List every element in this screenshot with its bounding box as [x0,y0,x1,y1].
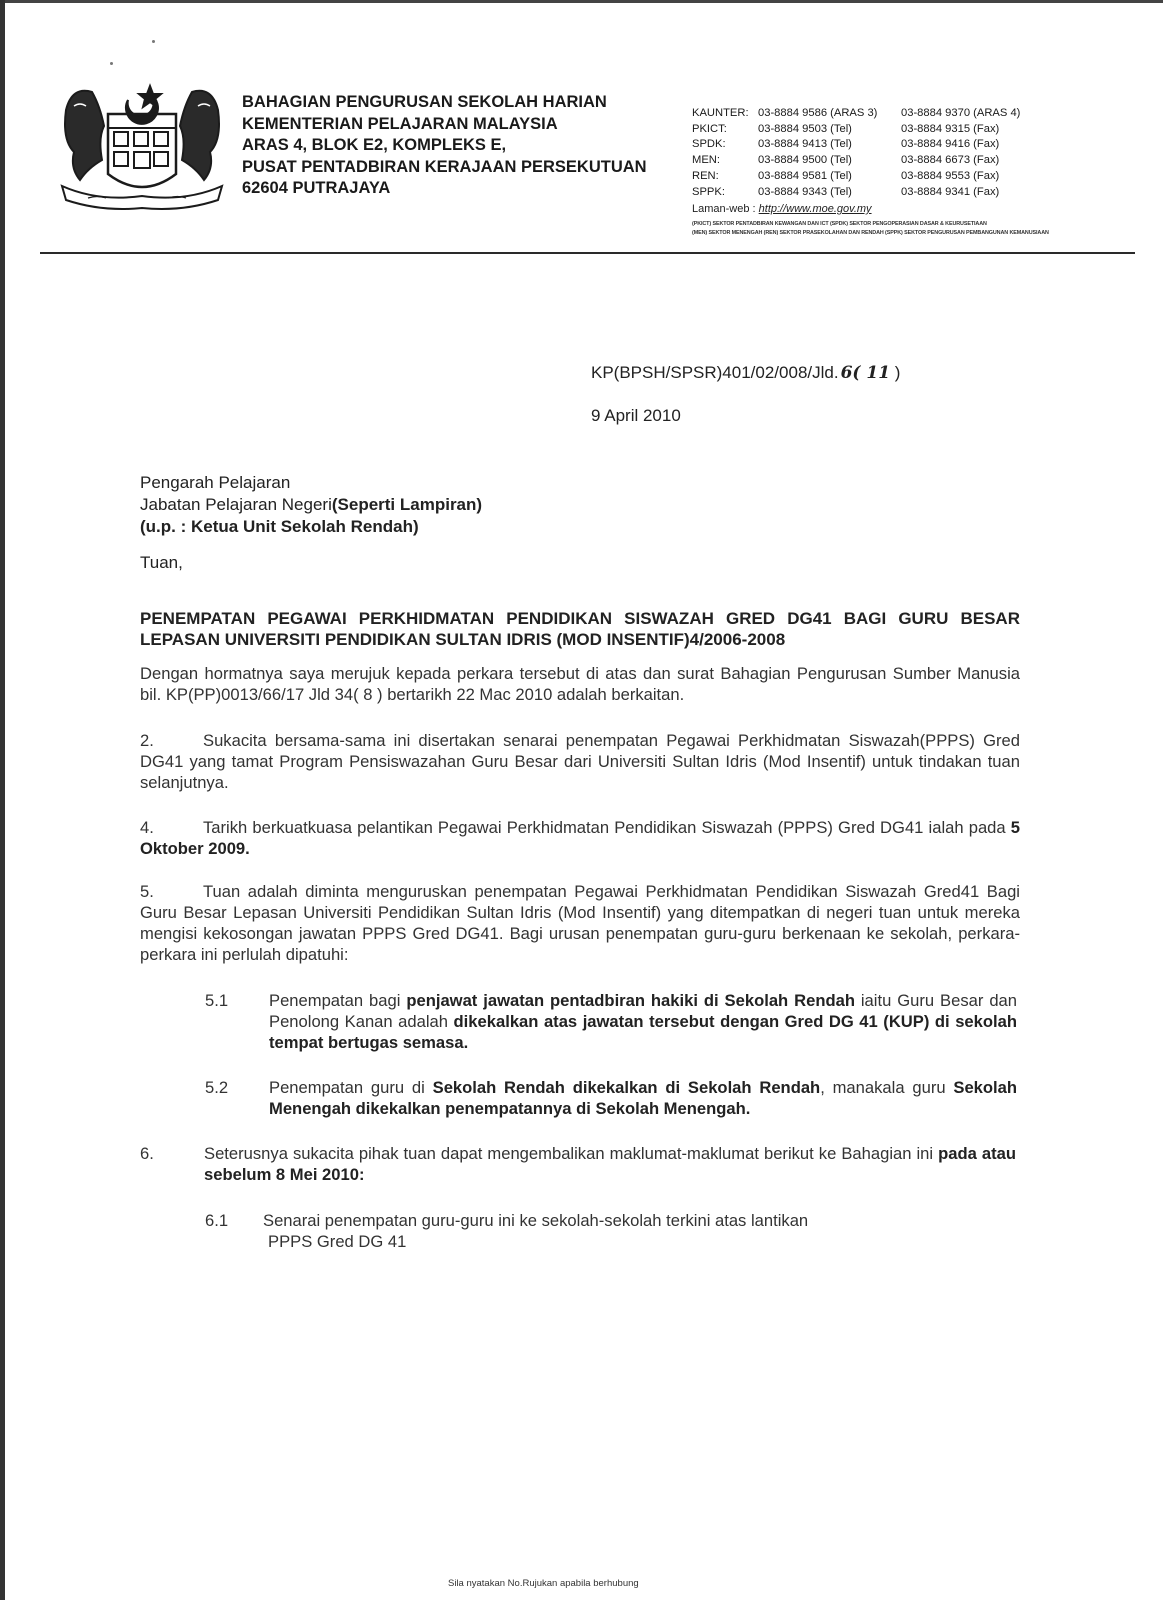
text-line: PPPS Gred DG 41 [268,1232,407,1251]
contact-fax: 03-8884 9553 (Fax) [901,169,1000,182]
paragraph-number: 5. [140,882,154,901]
paragraph-number: 4. [140,818,154,837]
contact-fax: 03-8884 9341 (Fax) [901,185,1000,198]
org-line: ARAS 4, BLOK E2, KOMPLEKS E, [242,136,507,154]
addressee-line [140,494,482,516]
scan-speck [152,40,155,43]
addressee-line: Pengarah Pelajaran [140,473,291,492]
contact-label: MEN: [692,154,720,167]
paragraph-2 [140,730,1020,793]
letter-subject: PENEMPATAN PEGAWAI PERKHIDMATAN PENDIDIKAN SISWAZAH GRED DG41 BAGI GURU BESAR LEPASAN UNIVERSITI PENDIDIKAN SULTAN IDRIS (MOD INSENTIF)4/2006-2008 [140,609,1020,649]
footer-note: Sila nyatakan No.Rujukan apabila berhubung [448,1578,639,1589]
paragraph-text: Tarikh berkuatkuasa pelantikan Pegawai Perkhidmatan Pendidikan Siswazah (PPPS) Gred DG41 ialah pada [203,818,1011,837]
text-run: iaitu Guru Besar dan Penolong Kanan adalah [269,991,1017,1031]
subparagraph-number: 5.1 [205,991,229,1010]
contact-fax: 03-8884 9315 (Fax) [901,122,1000,135]
salutation: Tuan, [140,553,183,572]
paragraph-number: 2. [140,731,154,750]
subparagraph-number: 6.1 [205,1211,229,1230]
contact-tel: 03-8884 9503 (Tel) [758,122,852,135]
addressee-dept: Jabatan Pelajaran Negeri [140,495,332,514]
scan-top-edge [0,0,1163,3]
text-run: Seterusnya sukacita pihak tuan dapat mengembalikan maklumat-maklumat berikut ke Bahagian ini [204,1144,939,1163]
reference-number [591,363,900,383]
scan-speck [110,62,113,65]
contact-row [692,169,1020,185]
website-label: Laman-web : [692,203,756,215]
reference-text: KP(BPSH/SPSR)401/02/008/Jld. [591,363,839,382]
contact-row [692,137,1020,153]
contact-fax: 03-8884 9370 (ARAS 4) [901,107,1021,119]
addressee-attention: (u.p. : Ketua Unit Sekolah Rendah) [140,517,419,536]
org-line: BAHAGIAN PENGURUSAN SEKOLAH HARIAN [242,93,607,111]
org-line: 62604 PUTRAJAYA [242,179,391,197]
scan-left-edge [0,0,5,1600]
abbrev-line: (MEN) SEKTOR MENENGAH (REN) SEKTOR PRASEKOLAHAN DAN RENDAH (SPPK) SEKTOR PENGURUSAN PEMBANGUNAN KEMANUSIAAN [692,229,1049,236]
letter-date: 9 April 2010 [591,406,681,425]
website-link[interactable]: http://www.moe.gov.my [758,203,872,215]
subparagraph-text [263,1210,1011,1252]
contact-label: SPDK: [692,138,726,151]
subparagraph-text [269,1077,1017,1119]
paragraph-number: 6. [140,1144,154,1163]
contact-label: SPPK: [692,185,725,198]
website [692,203,872,215]
paragraph-bold: 5 Oktober 2009. [140,818,1020,858]
text-run: Penempatan guru di [269,1078,433,1097]
addressee-block [140,472,482,538]
subparagraph-number: 5.2 [205,1078,229,1097]
addressee-note: (Seperti Lampiran) [331,495,483,514]
subparagraph-text [269,990,1017,1053]
text-bold: Sekolah Menengah dikekalkan penempatannya di Sekolah Menengah. [269,1078,1018,1118]
paragraph-text [204,1143,1016,1185]
text-run: , manakala guru [820,1078,954,1097]
contact-fax: 03-8884 6673 (Fax) [901,154,1000,167]
intro-paragraph: Dengan hormatnya saya merujuk kepada perkara tersebut di atas dan surat Bahagian Pengurusan Sumber Manusia bil. KP(PP)0013/66/17 Jld 34( 8 ) bertarikh 22 Mac 2010 adalah berkaitan. [140,664,1020,704]
reference-handwritten: 6( 11 [840,363,891,383]
paragraph-text: Sukacita bersama-sama ini disertakan senarai penempatan Pegawai Perkhidmatan Siswazah(PPPS) Gred DG41 yang tamat Program Pensiswazahan Guru Besar dari Universiti Sultan Idris (Mod Insentif) untuk tindakan tuan selanjutnya. [140,731,1020,792]
contact-label: PKICT: [692,122,727,135]
contact-label: KAUNTER: [692,107,749,119]
abbrev-line: (PKICT) SEKTOR PENTADBIRAN KEWANGAN DAN ICT (SPDK) SEKTOR PENGOPERASIAN DASAR & KEURUSETIAAN [692,221,987,227]
contact-row [692,153,1020,169]
contact-numbers [692,106,1020,200]
contact-tel: 03-8884 9413 (Tel) [758,138,852,151]
text-line: Senarai penempatan guru-guru ini ke sekolah-sekolah terkini atas lantikan [263,1211,809,1230]
reference-close: ) [890,363,901,382]
contact-row [692,122,1020,138]
paragraph-text: Tuan adalah diminta menguruskan penempatan Pegawai Perkhidmatan Pendidikan Siswazah Gred41 Bagi Guru Besar Lepasan Universiti Pendidikan Sultan Idris (Mod Insentif) yang ditempatkan di negeri tuan untuk mereka mengisi kekosongan jawatan PPPS Gred DG41. Bagi urusan penempatan guru-guru berkenaan ke sekolah, perkara-perkara ini perlulah dipatuhi: [140,882,1020,964]
contact-tel: 03-8884 9500 (Tel) [758,154,852,167]
header-divider [40,252,1135,254]
contact-row [692,185,1020,201]
contact-tel: 03-8884 9581 (Tel) [758,169,852,182]
contact-fax: 03-8884 9416 (Fax) [901,138,1000,151]
org-line: PUSAT PENTADBIRAN KERAJAAN PERSEKUTUAN [242,157,647,176]
organisation-address [242,92,647,200]
coat-of-arms-emblem [58,76,226,216]
paragraph-4 [140,817,1020,859]
contact-label: REN: [692,169,719,182]
paragraph-5 [140,881,1020,965]
text-bold: pada atau sebelum 8 Mei 2010: [204,1144,1016,1184]
text-run: Penempatan bagi [269,991,407,1010]
text-bold: dikekalkan atas jawatan tersebut dengan Gred DG 41 (KUP) di sekolah tempat bertugas semasa. [269,1012,1017,1052]
text-bold: penjawat jawatan pentadbiran hakiki di Sekolah Rendah [406,991,855,1010]
contact-row [692,106,1020,122]
contact-tel: 03-8884 9343 (Tel) [758,185,852,198]
org-line: KEMENTERIAN PELAJARAN MALAYSIA [242,114,558,133]
contact-tel: 03-8884 9586 (ARAS 3) [758,107,878,119]
sector-abbreviations [692,220,1049,237]
text-bold: Sekolah Rendah dikekalkan di Sekolah Rendah [432,1078,821,1097]
